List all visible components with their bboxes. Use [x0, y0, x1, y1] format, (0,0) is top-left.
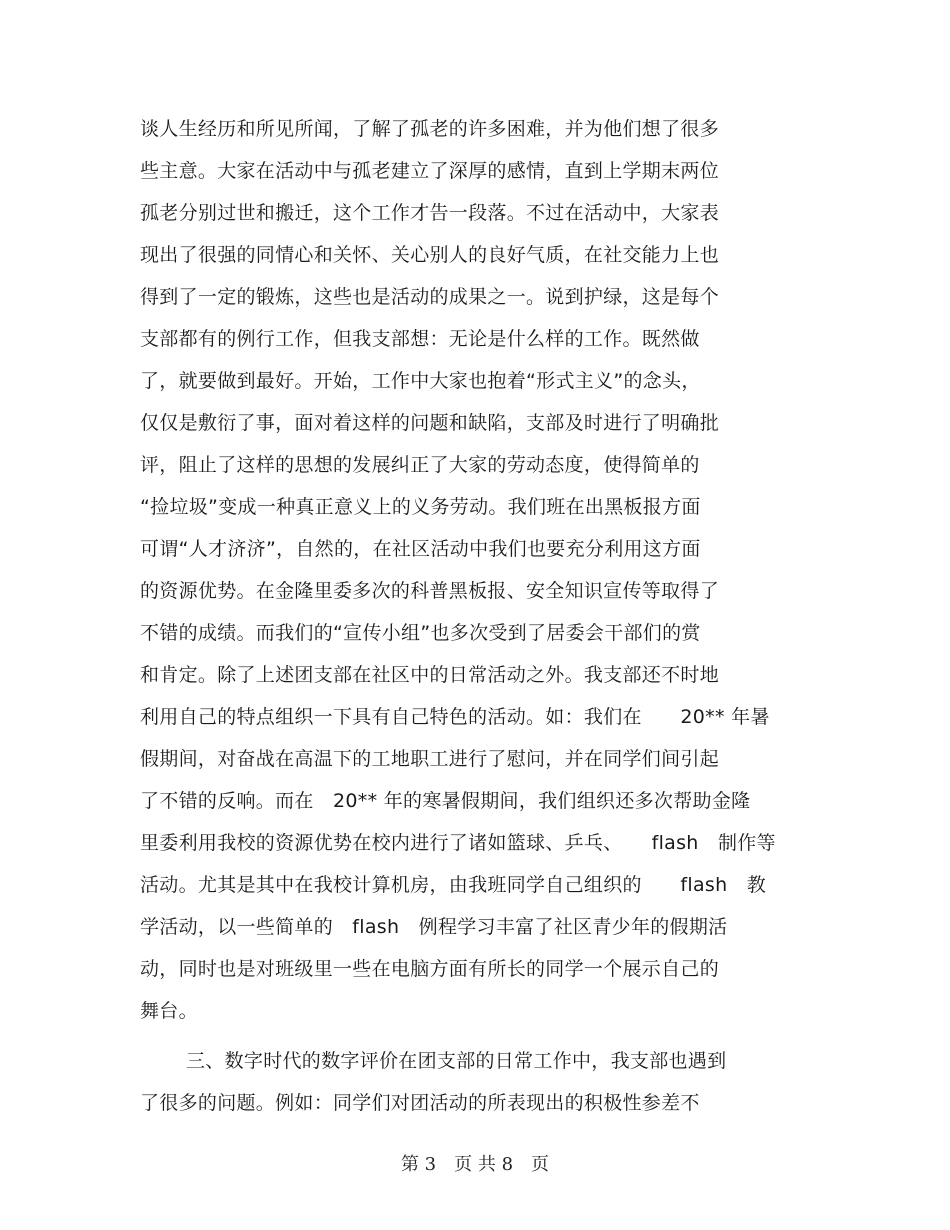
- text-line-13: 不错的成绩。而我们的“宣传小组”也多次受到了居委会干部们的赏: [140, 622, 701, 644]
- text-line-10: “捡垃圾”变成一种真正意义上的义务劳动。我们班在出黑板报方面: [140, 496, 701, 518]
- text-line-12: 的资源优势。在金隆里委多次的科普黑板报、安全知识宣传等取得了: [140, 580, 720, 602]
- text-line-14: 和肯定。除了上述团支部在社区中的日常活动之外。我支部还不时地: [140, 664, 720, 686]
- text-line-1: 谈人生经历和所见所闻，了解了孤老的许多困难，并为他们想了很多: [140, 118, 720, 140]
- text-line-17: 了不错的反响。而在 20** 年的寒暑假期间，我们组织还多次帮助金隆: [140, 790, 751, 812]
- text-line-5: 得到了一定的锻炼，这些也是活动的成果之一。说到护绿，这是每个: [140, 286, 720, 308]
- body-text: [140, 108, 820, 1124]
- page-number-footer: 第 3 页 共 8 页: [400, 1154, 550, 1175]
- text-line-7: 了，就要做到最好。开始，工作中大家也抱着“形式主义”的念头，: [140, 370, 701, 392]
- text-line-11: 可谓“人才济济”，自然的，在社区活动中我们也要充分利用这方面: [140, 538, 701, 560]
- text-line-4: 现出了很强的同情心和关怀、关心别人的良好气质，在社交能力上也: [140, 244, 720, 266]
- text-line-18: 里委利用我校的资源优势在校内进行了诸如篮球、乒乓、 flash 制作等: [140, 832, 776, 854]
- text-line-8: 仅仅是敷衍了事，面对着这样的问题和缺陷，支部及时进行了明确批: [140, 412, 720, 434]
- text-line-2: 些主意。大家在活动中与孤老建立了深厚的感情，直到上学期末两位: [140, 160, 720, 182]
- paragraph-2-line-1: 三、数字时代的数字评价在团支部的日常工作中，我支部也遇到: [186, 1050, 727, 1072]
- text-line-16: 假期间，对奋战在高温下的工地职工进行了慰问，并在同学们间引起: [140, 748, 720, 770]
- text-line-9: 评，阻止了这样的思想的发展纠正了大家的劳动态度，使得简单的: [140, 454, 700, 476]
- text-line-6: 支部都有的例行工作，但我支部想：无论是什么样的工作。既然做: [140, 328, 700, 350]
- text-line-20: 学活动，以一些简单的 flash 例程学习丰富了社区青少年的假期活: [140, 916, 728, 938]
- text-line-15: 利用自己的特点组织一下具有自己特色的活动。如：我们在 20** 年暑: [140, 706, 770, 728]
- text-line-19: 活动。尤其是其中在我校计算机房，由我班同学自己组织的 flash 教: [140, 874, 767, 896]
- text-line-21: 动，同时也是对班级里一些在电脑方面有所长的同学一个展示自己的: [140, 958, 720, 980]
- paragraph-2-line-2: 了很多的问题。例如：同学们对团活动的所表现出的积极性参差不: [140, 1092, 700, 1114]
- text-line-3: 孤老分别过世和搬迁，这个工作才告一段落。不过在活动中，大家表: [140, 202, 720, 224]
- text-line-22: 舞台。: [140, 1000, 198, 1022]
